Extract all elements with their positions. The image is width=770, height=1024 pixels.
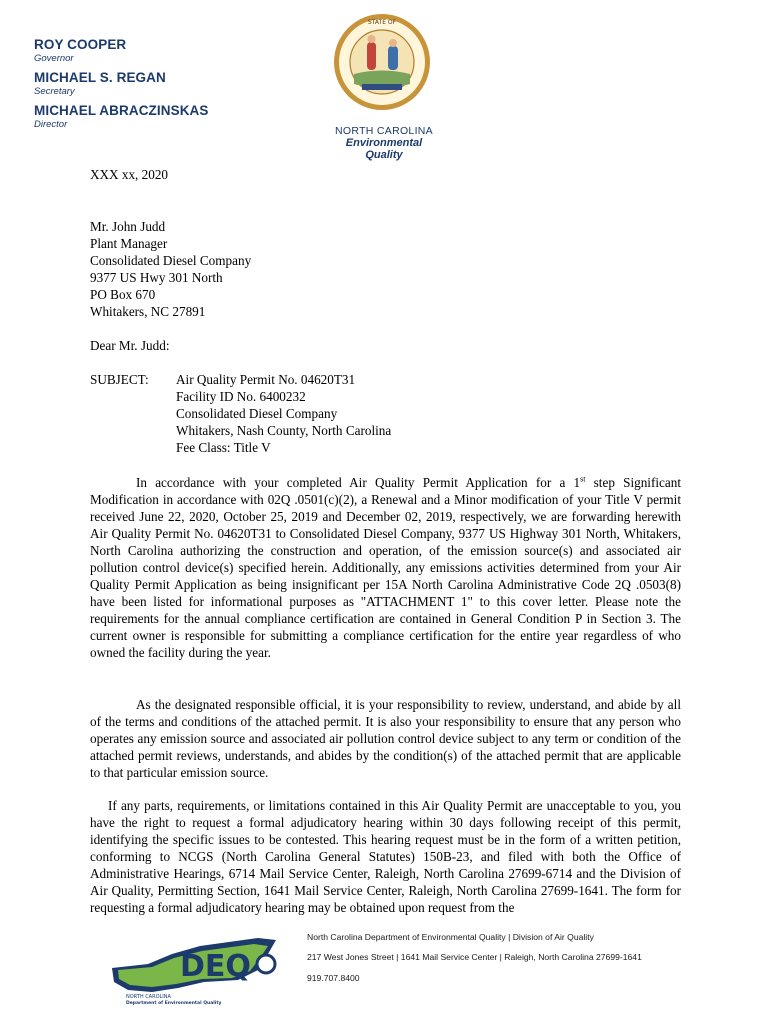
official-name: MICHAEL S. REGAN [34, 70, 166, 85]
address-line: PO Box 670 [90, 287, 156, 302]
official-name: ROY COOPER [34, 37, 127, 52]
subject-line: Whitakers, Nash County, North Carolina [176, 423, 392, 438]
official-director [34, 103, 209, 130]
recipient-address [90, 218, 680, 320]
salutation: Dear Mr. Judd: [90, 338, 170, 353]
agency-name [334, 125, 434, 161]
official-governor [34, 37, 126, 64]
address-line: Mr. John Judd [90, 219, 166, 234]
agency-line-2: Environmental Quality [345, 137, 423, 161]
subject-line: Fee Class: Title V [176, 440, 271, 455]
footer-line-1: North Carolina Department of Environmental Quality | Division of Air Quality [307, 932, 594, 942]
address-line: Consolidated Diesel Company [90, 253, 252, 268]
deq-logo-icon [108, 924, 288, 1006]
paragraph-3: If any parts, requirements, or limitations contained in this Air Quality Permit are unacceptable to you, you have the right to request a formal adjudicatory hearing within 30 days following receipt of this permit, identifying the specific issues to be contested. This hearing request must be in the form of a written petition, conforming to NCGS (North Carolina General Statutes) 150B-23, and filed with both the Office of Administrative Hearings, 6714 Mail Service Center, Raleigh, North Carolina 27699-6714 and the Division of Air Quality, Permitting Section, 1641 Mail Service Center, Raleigh, North Carolina 27699-1641. The form for requesting a formal adjudicatory hearing may be obtained upon request from the [90, 798, 681, 915]
address-line: Plant Manager [90, 236, 168, 251]
official-name: MICHAEL ABRACZINSKAS [34, 103, 209, 118]
subject-block [90, 371, 680, 461]
subject-label: SUBJECT: [90, 372, 149, 387]
paragraph-1-start: In accordance with your completed Air Quality Permit Application for a 1 [136, 475, 581, 490]
paragraph-2: As the designated responsible official, it is your responsibility to review, understand, and abide by all of the terms and conditions of the attached permit. It is also your responsibility to ensure that any person who operates any emission source and associated air pollution control device subject to any term or condition of the attached permit reviews, understands, and abides by the condition(s) of the attached permit that are applicable to that particular emission source. [90, 697, 681, 780]
official-title: Secretary [34, 86, 75, 97]
paragraph-1-rest: step Significant Modification in accordance with 02Q .0501(c)(2), a Renewal and a Minor modification of your Title V permit received June 22, 2020, October 25, 2019 and December 02, 2019, respectively, we are forwarding herewith Air Quality Permit No. 04620T31 to Consolidated Diesel Company, 9377 US Highway 301 North, Whitakers, North Carolina authorizing the construction and operation, of the emission source(s) and associated air pollution control device(s) specified herein. Additionally, any emissions activities determined from your Air Quality Permit Application as being insignificant per 15A North Carolina Administrative Code 2Q .0503(8) have been listed for informational purposes as "ATTACHMENT 1" to this cover letter. Please note the requirements for the annual compliance certification are contained in General Condition P in Section 3. The current owner is responsible for submitting a compliance certification for the entire year regardless of who owned the facility during the year. [90, 475, 681, 660]
official-secretary [34, 70, 166, 97]
subject-line: Air Quality Permit No. 04620T31 [176, 372, 356, 387]
agency-line-1: NORTH CAROLINA [335, 125, 433, 137]
superscript-st: st [580, 474, 586, 484]
logo-sub-2: Department of Environmental Quality [126, 1001, 222, 1006]
footer-phone: 919.707.8400 [307, 973, 360, 983]
address-line: Whitakers, NC 27891 [90, 304, 206, 319]
address-line: 9377 US Hwy 301 North [90, 270, 223, 285]
paragraph-1 [90, 474, 681, 661]
logo-text: DEQ [180, 949, 251, 984]
logo-sub-1: NORTH CAROLINA [126, 994, 171, 1000]
official-title: Director [34, 119, 68, 130]
subject-line: Facility ID No. 6400232 [176, 389, 306, 404]
official-title: Governor [34, 53, 74, 64]
letter-date: XXX xx, 2020 [90, 167, 169, 182]
subject-lines [176, 371, 391, 456]
footer-line-2: 217 West Jones Street | 1641 Mail Service Center | Raleigh, North Carolina 27699-1641 [307, 952, 642, 962]
subject-line: Consolidated Diesel Company [176, 406, 338, 421]
svg-text:STATE OF: STATE OF [367, 19, 397, 26]
state-seal-icon [332, 12, 432, 112]
